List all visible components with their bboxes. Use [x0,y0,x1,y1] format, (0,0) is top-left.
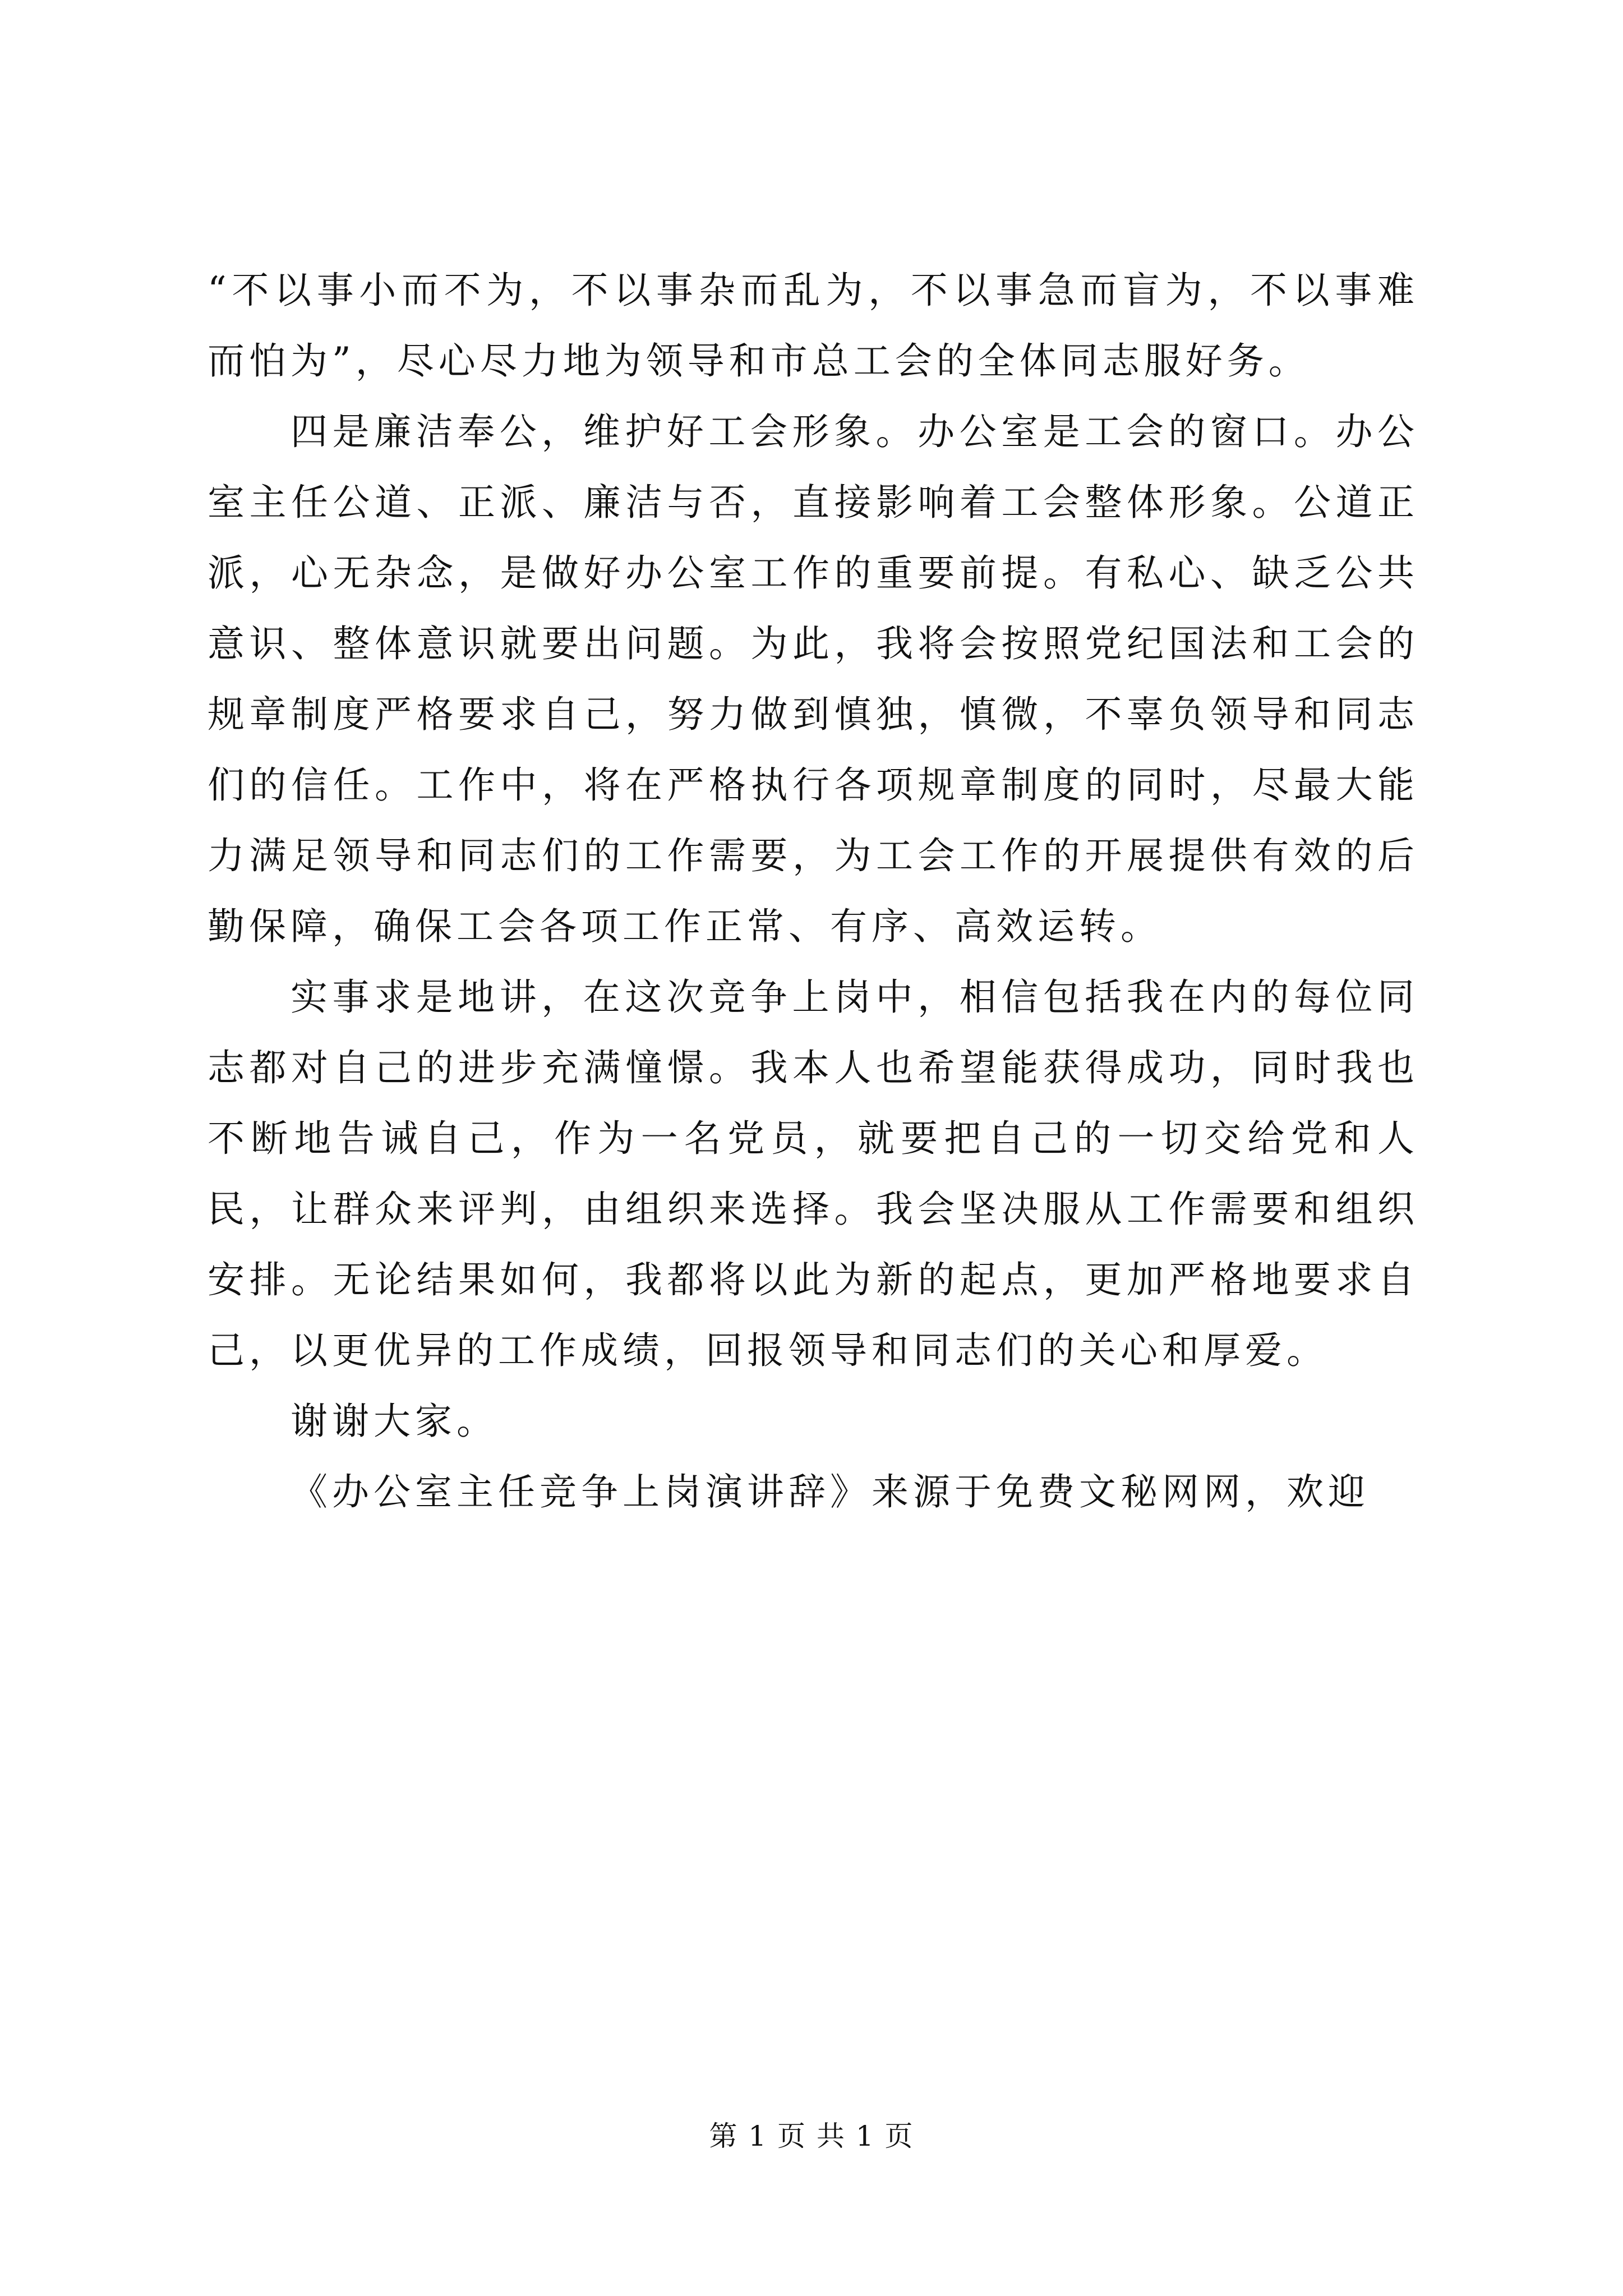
page-footer: 第 1 页 共 1 页 [709,2120,914,2152]
paragraph-continuation: “不以事小而不为，不以事杂而乱为，不以事急而盲为，不以事难而怕为”，尽心尽力地为领导和市总工会的全体同志服好务。 [208,269,1419,383]
paragraph-integrity: 四是廉洁奉公，维护好工会形象。办公室是工会的窗口。办公室主任公道、正派、廉洁与否，直接影响着工会整体形象。公道正派，心无杂念，是做好办公室工作的重要前提。有私心、缺乏公共意识、整体意识就要出问题。为此，我将会按照党纪国法和工会的规章制度严格要求自己，努力做到慎独，慎微，不辜负领导和同志们的信任。工作中，将在严格执行各项规章制度的同时，尽最大能力满足领导和同志们的工作需要，为工会工作的开展提供有效的后勤保障，确保工会各项工作正常、有序、高效运转。 [208,410,1419,948]
document-body [208,255,1419,1527]
paragraph-thanks: 谢谢大家。 [291,1400,498,1443]
paragraph-conclusion: 实事求是地讲，在这次竞争上岗中，相信包括我在内的每位同志都对自己的进步充满憧憬。我本人也希望能获得成功，同时我也不断地告诫自己，作为一名党员，就要把自己的一切交给党和人民，让群众来评判，由组织来选择。我会坚决服从工作需要和组织安排。无论结果如何，我都将以此为新的起点，更加严格地要求自己，以更优异的工作成绩，回报领导和同志们的关心和厚爱。 [208,976,1419,1372]
paragraph-source: 《办公室主任竞争上岗演讲辞》来源于免费文秘网网，欢迎 [291,1470,1370,1513]
